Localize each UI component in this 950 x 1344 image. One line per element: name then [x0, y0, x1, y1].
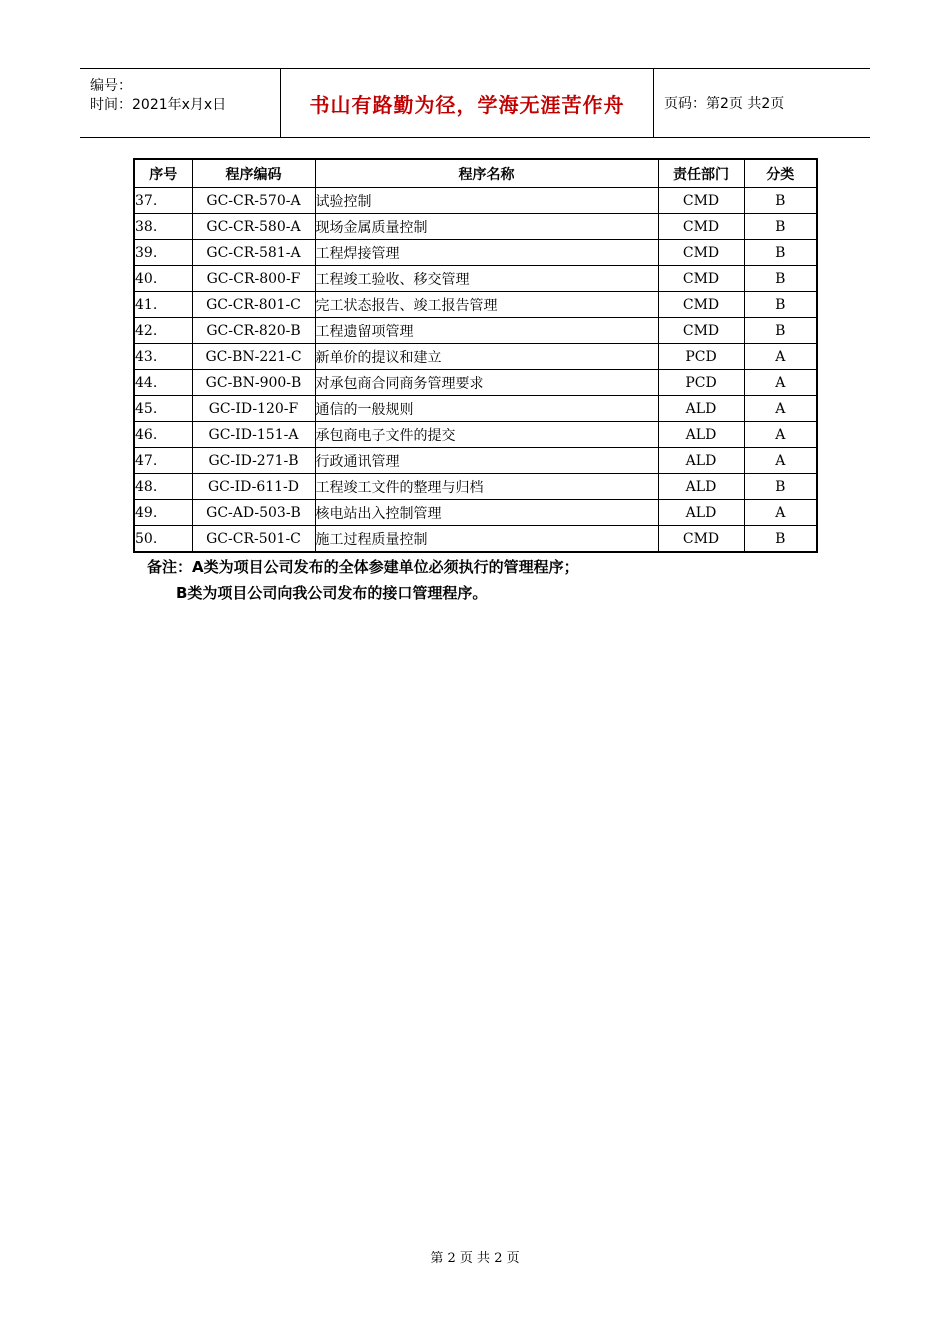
header-page-cell — [654, 69, 870, 137]
responsible-dept-cell: CMD — [658, 318, 744, 344]
responsible-dept-cell: ALD — [658, 448, 744, 474]
document-time-label: 时间：2021年x月x日 — [90, 97, 227, 113]
procedure-name-cell: 工程竣工验收、移交管理 — [315, 266, 658, 292]
responsible-dept-cell: ALD — [658, 474, 744, 500]
document-header — [80, 68, 870, 138]
procedure-name-cell: 核电站出入控制管理 — [315, 500, 658, 526]
header-page-info: 页码：第2页 共2页 — [664, 96, 785, 112]
page-footer: 第 2 页 共 2 页 — [430, 1251, 520, 1266]
procedure-name-cell: 试验控制 — [315, 188, 658, 214]
responsible-dept-cell: CMD — [658, 266, 744, 292]
note-line-2: B类为项目公司向我公司发布的接口管理程序。 — [176, 584, 488, 602]
procedure-name-cell: 施工过程质量控制 — [315, 526, 658, 553]
column-header-dept: 责任部门 — [658, 159, 744, 188]
header-motto: 书山有路勤为径，学海无涯苦作舟 — [309, 92, 625, 117]
procedure-name-cell: 现场金属质量控制 — [315, 214, 658, 240]
row-number-cell: 49. — [134, 500, 192, 526]
procedure-code-cell: GC-CR-800-F — [192, 266, 315, 292]
table-row — [134, 240, 817, 266]
procedure-code-cell: GC-ID-271-B — [192, 448, 315, 474]
category-cell: B — [744, 214, 817, 240]
procedure-code-cell: GC-ID-120-F — [192, 396, 315, 422]
document-number-label: 编号： — [90, 78, 132, 94]
procedure-table — [133, 158, 818, 553]
header-motto-cell — [281, 69, 654, 137]
column-header-code: 程序编码 — [192, 159, 315, 188]
column-header-no: 序号 — [134, 159, 192, 188]
row-number-cell: 46. — [134, 422, 192, 448]
row-number-cell: 41. — [134, 292, 192, 318]
table-row — [134, 370, 817, 396]
category-cell: B — [744, 188, 817, 214]
category-cell: A — [744, 500, 817, 526]
category-cell: B — [744, 318, 817, 344]
table-row — [134, 448, 817, 474]
table-row — [134, 344, 817, 370]
row-number-cell: 37. — [134, 188, 192, 214]
category-cell: B — [744, 292, 817, 318]
table-header-row — [134, 159, 817, 188]
responsible-dept-cell: CMD — [658, 240, 744, 266]
responsible-dept-cell: CMD — [658, 188, 744, 214]
category-cell: B — [744, 240, 817, 266]
procedure-code-cell: GC-CR-581-A — [192, 240, 315, 266]
procedure-code-cell: GC-BN-221-C — [192, 344, 315, 370]
procedure-code-cell: GC-CR-501-C — [192, 526, 315, 553]
responsible-dept-cell: ALD — [658, 396, 744, 422]
procedure-name-cell: 行政通讯管理 — [315, 448, 658, 474]
header-meta-cell — [80, 69, 281, 137]
category-cell: A — [744, 422, 817, 448]
responsible-dept-cell: ALD — [658, 422, 744, 448]
category-cell: A — [744, 396, 817, 422]
category-cell: A — [744, 370, 817, 396]
row-number-cell: 45. — [134, 396, 192, 422]
procedure-code-cell: GC-ID-611-D — [192, 474, 315, 500]
table-row — [134, 214, 817, 240]
procedure-name-cell: 对承包商合同商务管理要求 — [315, 370, 658, 396]
procedure-name-cell: 工程焊接管理 — [315, 240, 658, 266]
category-cell: B — [744, 526, 817, 553]
category-cell: A — [744, 448, 817, 474]
procedure-code-cell: GC-CR-570-A — [192, 188, 315, 214]
row-number-cell: 50. — [134, 526, 192, 553]
column-header-class: 分类 — [744, 159, 817, 188]
row-number-cell: 42. — [134, 318, 192, 344]
responsible-dept-cell: PCD — [658, 370, 744, 396]
procedure-code-cell: GC-CR-801-C — [192, 292, 315, 318]
procedure-name-cell: 工程遗留项管理 — [315, 318, 658, 344]
table-row — [134, 474, 817, 500]
procedure-name-cell: 承包商电子文件的提交 — [315, 422, 658, 448]
procedure-code-cell: GC-ID-151-A — [192, 422, 315, 448]
table-row — [134, 292, 817, 318]
row-number-cell: 39. — [134, 240, 192, 266]
category-cell: B — [744, 474, 817, 500]
table-row — [134, 188, 817, 214]
procedure-code-cell: GC-CR-580-A — [192, 214, 315, 240]
responsible-dept-cell: CMD — [658, 526, 744, 553]
responsible-dept-cell: PCD — [658, 344, 744, 370]
row-number-cell: 40. — [134, 266, 192, 292]
table-row — [134, 526, 817, 553]
category-cell: B — [744, 266, 817, 292]
procedure-code-cell: GC-BN-900-B — [192, 370, 315, 396]
procedure-code-cell: GC-CR-820-B — [192, 318, 315, 344]
column-header-name: 程序名称 — [315, 159, 658, 188]
note-line-1: 备注：A类为项目公司发布的全体参建单位必须执行的管理程序； — [147, 558, 579, 576]
table-row — [134, 396, 817, 422]
row-number-cell: 43. — [134, 344, 192, 370]
row-number-cell: 44. — [134, 370, 192, 396]
responsible-dept-cell: CMD — [658, 292, 744, 318]
procedure-name-cell: 完工状态报告、竣工报告管理 — [315, 292, 658, 318]
procedure-name-cell: 新单价的提议和建立 — [315, 344, 658, 370]
responsible-dept-cell: CMD — [658, 214, 744, 240]
row-number-cell: 38. — [134, 214, 192, 240]
table-row — [134, 266, 817, 292]
procedure-code-cell: GC-AD-503-B — [192, 500, 315, 526]
category-cell: A — [744, 344, 817, 370]
table-row — [134, 422, 817, 448]
procedure-name-cell: 工程竣工文件的整理与归档 — [315, 474, 658, 500]
procedure-name-cell: 通信的一般规则 — [315, 396, 658, 422]
row-number-cell: 48. — [134, 474, 192, 500]
table-body — [134, 188, 817, 553]
table-row — [134, 500, 817, 526]
row-number-cell: 47. — [134, 448, 192, 474]
responsible-dept-cell: ALD — [658, 500, 744, 526]
table-row — [134, 318, 817, 344]
